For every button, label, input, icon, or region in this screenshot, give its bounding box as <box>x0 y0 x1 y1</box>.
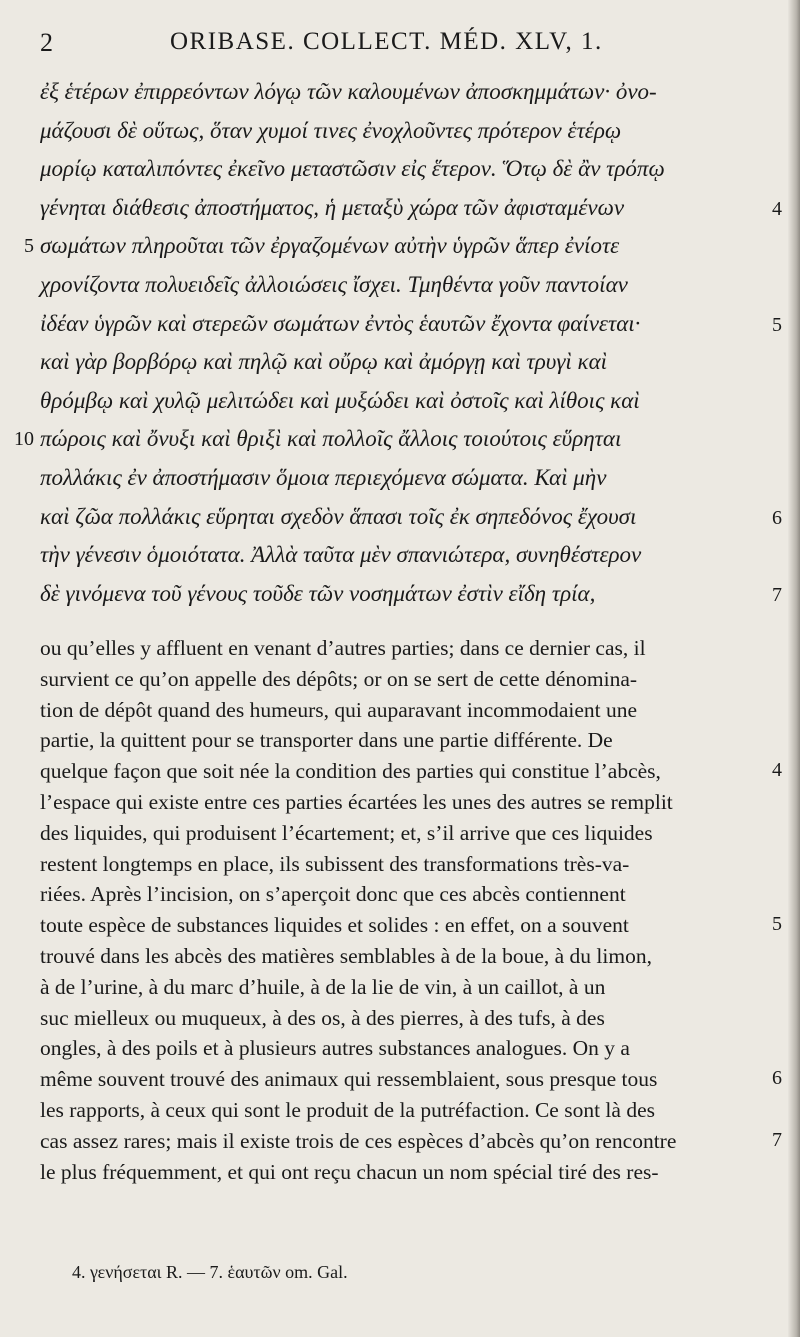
greek-line-text: τὴν γένεσιν ὁμοιότατα. Ἀλλὰ ταῦτα μὲν σπανιώτερα, συνηθέστερον <box>40 542 642 568</box>
greek-line <box>40 304 762 344</box>
page-header <box>40 28 740 58</box>
greek-line-text: πώροις καὶ ὄνυξι καὶ θριξὶ καὶ πολλοῖς ἄλλοις τοιούτοις εὕρηται <box>40 426 622 452</box>
greek-line <box>40 72 762 112</box>
french-line-text: ongles, à des poils et à plusieurs autres substances analogues. On y a <box>40 1036 630 1061</box>
section-number-right: 5 <box>772 314 782 336</box>
french-line-text: riées. Après l’incision, on s’aperçoit donc que ces abcès contiennent <box>40 882 626 907</box>
french-line <box>40 818 762 848</box>
greek-line <box>40 381 762 421</box>
greek-line <box>40 342 762 382</box>
greek-line-text: μορίῳ καταλιπόντες ἐκεῖνο μεταστῶσιν εἰς ἕτερον. Ὅτῳ δὲ ἂν τρόπῳ <box>40 156 665 182</box>
line-number-left: 10 <box>14 428 34 451</box>
section-number-right: 4 <box>772 198 782 221</box>
french-line-text: tion de dépôt quand des humeurs, qui auparavant incommodaient une <box>40 697 638 722</box>
page-number: 2 <box>40 28 53 57</box>
french-line-text: même souvent trouvé des animaux qui ressemblaient, sous presque tous <box>40 1067 658 1092</box>
french-line <box>40 972 762 1002</box>
greek-line-text: καὶ γὰρ βορβόρῳ καὶ πηλῷ καὶ οὔρῳ καὶ ἀμόργῃ καὶ τρυγὶ καὶ <box>40 349 608 375</box>
french-line <box>40 941 762 971</box>
greek-line-text: δὲ γινόμενα τοῦ γένους τοῦδε τῶν νοσημάτων ἐστὶν εἴδη τρία, <box>40 580 596 606</box>
french-line <box>40 849 762 879</box>
greek-line-text: σωμάτων πληροῦται τῶν ἐργαζομένων αὐτὴν ὑγρῶν ἅπερ ἐνίοτε <box>40 233 620 259</box>
line-number-left: 5 <box>24 235 34 258</box>
french-line <box>40 664 762 694</box>
french-line-text: l’espace qui existe entre ces parties écartées les unes des autres se remplit <box>40 790 673 814</box>
french-line <box>40 1126 762 1156</box>
running-title: ORIBASE. COLLECT. MÉD. XLV, 1. <box>170 28 603 55</box>
french-line-text: cas assez rares; mais il existe trois de ces espèces d’abcès qu’on rencontre <box>40 1128 677 1153</box>
french-line-text: les rapports, à ceux qui sont le produit de la putréfaction. Ce sont là des <box>40 1098 655 1122</box>
greek-line-text: ἐξ ἑτέρων ἐπιρρεόντων λόγῳ τῶν καλουμένων ἀποσκημμάτων· ὀνο- <box>40 79 657 104</box>
section-number-right: 5 <box>772 913 782 936</box>
section-number-right: 6 <box>772 1067 782 1090</box>
section-number-right: 7 <box>772 584 782 607</box>
section-number-right: 7 <box>772 1129 782 1151</box>
french-line <box>40 787 762 817</box>
french-line-text: ou qu’elles y affluent en venant d’autres parties; dans ce dernier cas, il <box>40 636 646 660</box>
french-line <box>40 910 762 940</box>
greek-line <box>40 188 762 228</box>
french-line-text: partie, la quittent pour se transporter dans une partie différente. De <box>40 728 613 753</box>
greek-line <box>24 226 762 266</box>
page-edge-shadow <box>788 0 800 1337</box>
greek-line-text: καὶ ζῶα πολλάκις εὕρηται σχεδὸν ἅπασι τοῖς ἐκ σηπεδόνος ἔχουσι <box>40 503 637 529</box>
french-line-text: à de l’urine, à du marc d’huile, à de la lie de vin, à un caillot, à un <box>40 974 606 999</box>
french-line-text: des liquides, qui produisent l’écartement; et, s’il arrive que ces liquides <box>40 820 653 845</box>
french-line-text: le plus fréquemment, et qui ont reçu chacun un nom spécial tiré des res- <box>40 1159 659 1184</box>
greek-line <box>40 574 762 614</box>
french-line <box>40 1157 762 1187</box>
footnote: 4. γενήσεται R. — 7. ἑαυτῶν om. Gal. <box>72 1262 348 1282</box>
greek-line-text: μάζουσι δὲ οὕτως, ὅταν χυμοί τινες ἐνοχλοῦντες πρότερον ἑτέρῳ <box>40 117 622 143</box>
french-line-text: quelque façon que soit née la condition des parties qui constitue l’abcès, <box>40 759 661 784</box>
french-line <box>40 695 762 725</box>
french-line-text: restent longtemps en place, ils subissent des transformations très-va- <box>40 851 630 876</box>
french-line <box>40 756 762 786</box>
greek-line-text: πολλάκις ἐν ἀποστήμασιν ὅμοια περιεχόμενα σώματα. Καὶ μὴν <box>40 465 607 490</box>
french-line <box>40 1003 762 1033</box>
french-line-text: trouvé dans les abcès des matières semblables à de la boue, à du limon, <box>40 944 652 968</box>
french-line-text: survient ce qu’on appelle des dépôts; or on se sert de cette dénomina- <box>40 666 638 691</box>
french-line <box>40 633 762 663</box>
french-line <box>40 1064 762 1094</box>
section-number-right: 4 <box>772 759 782 782</box>
greek-line-text: θρόμβῳ καὶ χυλῷ μελιτώδει καὶ μυξώδει καὶ ὀστοῖς καὶ λίθοις καὶ <box>40 387 640 413</box>
greek-line <box>14 419 762 459</box>
greek-line-text: ἰδέαν ὑγρῶν καὶ στερεῶν σωμάτων ἐντὸς ἑαυτῶν ἔχοντα φαίνεται· <box>40 310 641 336</box>
french-line-text: toute espèce de substances liquides et solides : en effet, on a souvent <box>40 913 629 938</box>
greek-line-text: χρονίζοντα πολυειδεῖς ἀλλοιώσεις ἴσχει. Τμηθέντα γοῦν παντοίαν <box>40 272 628 297</box>
section-number-right: 6 <box>772 507 782 529</box>
french-line-text: suc mielleux ou muqueux, à des os, à des pierres, à des tufs, à des <box>40 1005 605 1030</box>
greek-line <box>40 111 762 151</box>
greek-line-text: γένηται διάθεσις ἀποστήματος, ἡ μεταξὺ χώρα τῶν ἀφισταμένων <box>40 194 625 220</box>
greek-line <box>40 497 762 537</box>
